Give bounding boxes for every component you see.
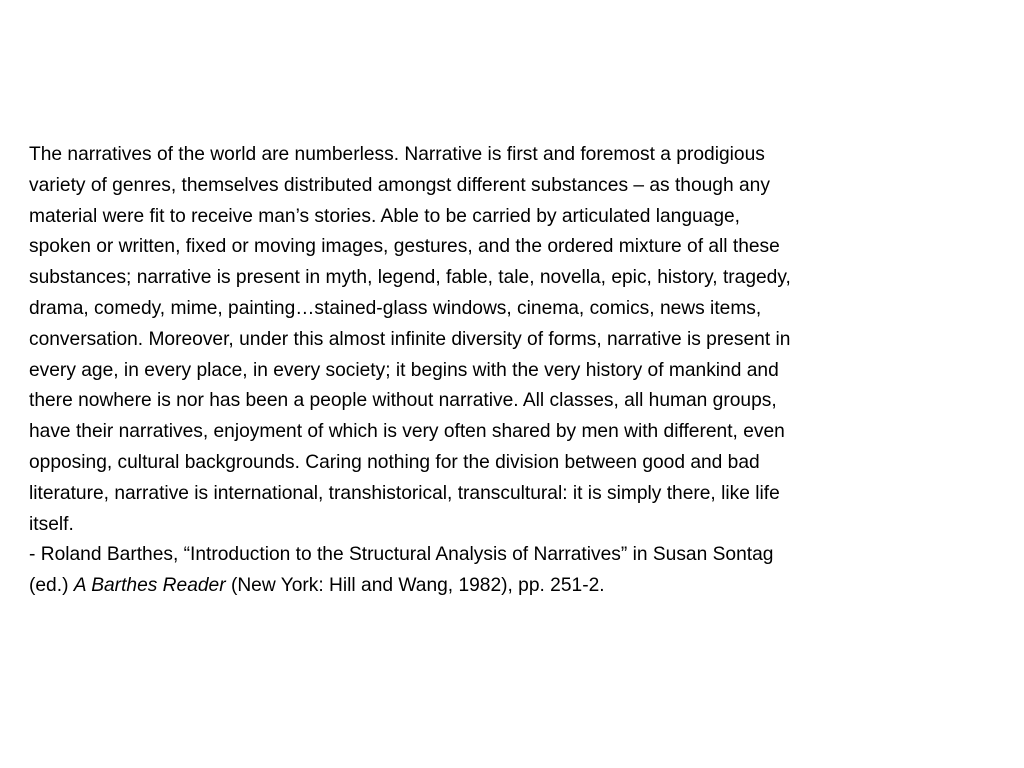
citation-suffix: (New York: Hill and Wang, 1982), pp. 251-2. (225, 575, 605, 597)
quote-text: The narratives of the world are numberless. Narrative is first and foremost a prodigious variety of genres, themselves distributed amongst different substances – as though any material were fit to receive man’s stories. Able to be carried by articulated language, spoken or written, fixed or moving images, gestures, and the ordered mixture of all these substances; narrative is present in myth, legend, fable, tale, novella, epic, history, tragedy, drama, comedy, mime, painting…stained-glass windows, cinema, comics, news items, conversation. Moreover, under this almost infinite diversity of forms, narrative is present in every age, in every place, in every society; it begins with the very history of mankind and there nowhere is nor has been a people without narrative. All classes, all human groups, have their narratives, enjoyment of which is very often shared by men with different, even opposing, cultural backgrounds. Caring nothing for the division between good and bad literature, narrative is international, transhistorical, transcultural: it is simply there, like life itself. (29, 144, 791, 535)
quote-block (29, 140, 1004, 602)
citation (29, 540, 1004, 602)
citation-prefix: - Roland Barthes, “Introduction to the Structural Analysis of Narratives” in Susan Sontag (ed.) (29, 544, 774, 597)
citation-book-title: A Barthes Reader (73, 575, 226, 597)
